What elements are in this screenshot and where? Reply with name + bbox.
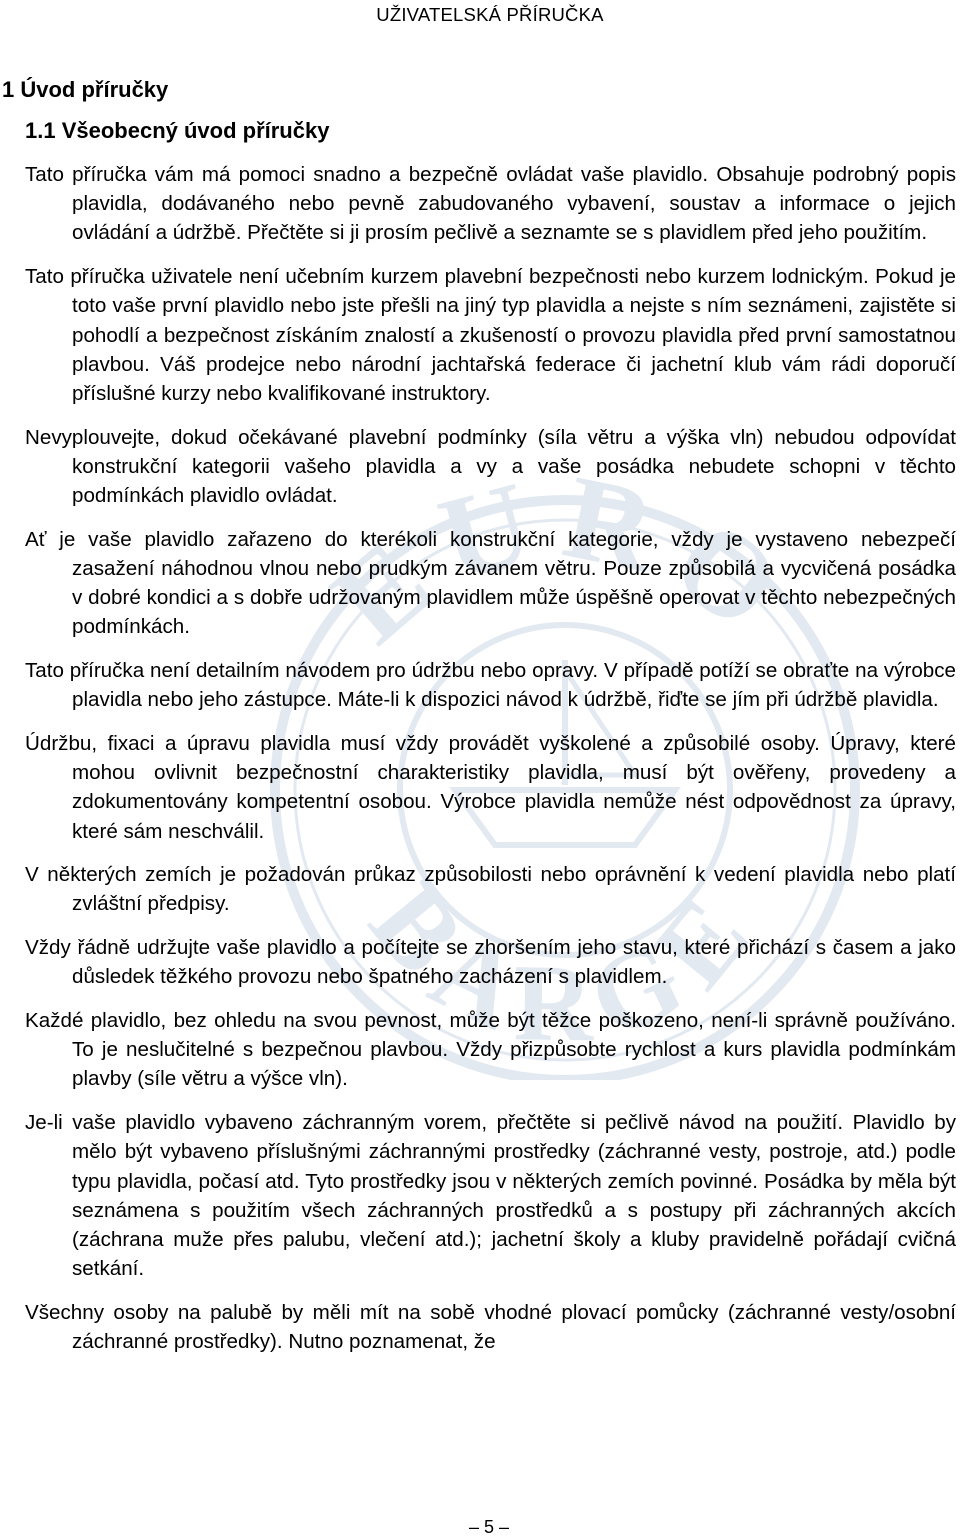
paragraph: Nevyplouvejte, dokud očekávané plavební podmínky (síla větru a výška vln) nebudou odpovídat konstrukční kategorii vašeho plavidla a vy a vaše posádka nebudete schopni v těchto podmínkách plavidlo ovládat. <box>25 425 956 508</box>
paragraph: Je-li vaše plavidlo vybaveno záchranným vorem, přečtěte si pečlivě návod na použití. Plavidlo by mělo být vybaveno příslušnými záchrannými prostředky (záchranné vesty, postroje, atd.) podle typu plavidla, počasí atd. Tyto prostředky jsou v některých zemích povinné. Posádka by měla být seznámena s použitím všech záchranných prostředků a s postupy při záchranných akcích (záchrana muže přes palubu, vlečení atd.); jachetní školy a kluby pravidelně pořádají cvičná setkání. <box>25 1111 956 1281</box>
paragraph: Každé plavidlo, bez ohledu na svou pevnost, může být těžce poškozeno, není-li správně používáno. To je neslučitelné s bezpečnou plavbou. Vždy přizpůsobte rychlost a kurs plavidla podmínkám plavby (síle větru a výšce vln). <box>25 1009 956 1091</box>
paragraph: V některých zemích je požadován průkaz způsobilosti nebo oprávnění k vedení plavidla nebo platí zvláštní předpisy. <box>25 863 956 916</box>
svg-text:BARGE: BARGE <box>347 861 783 1065</box>
paragraph: Všechny osoby na palubě by měli mít na sobě vhodné plovací pomůcky (záchranné vesty/osobní záchranné prostředky). Nutno poznamenat, že <box>25 1300 956 1354</box>
section-heading: 1 Úvod příručky <box>2 77 169 102</box>
svg-text:EURO: EURO <box>307 460 822 668</box>
paragraph: Tato příručka vám má pomoci snadno a bezpečně ovládat vaše plavidlo. Obsahuje podrobný popis plavidla, dodávaného nebo pevně zabudovaného vybavení, soustav a informace o jejich ovládání a údržbě. Přečtěte si ji prosím pečlivě a seznamte se s plavidlem před jeho použitím. <box>25 163 956 245</box>
subsection-heading: 1.1 Všeobecný úvod příručky <box>25 118 330 143</box>
page-number: – 5 – <box>468 1517 510 1537</box>
paragraph: Vždy řádně udržujte vaše plavidlo a počítejte se zhoršením jeho stavu, které přichází s časem a jako důsledek těžkého provozu nebo špatného zacházení s plavidlem. <box>25 936 956 989</box>
body-text <box>25 160 956 1371</box>
paragraph: Údržbu, fixaci a úpravu plavidla musí vždy provádět vyškolené a způsobilé osoby. Úpravy, které mohou ovlivnit bezpečnostní charakteristiky plavidla, musí být ověřeny, provedeny a zdokumentovány kompetentní osobou. Výrobce plavidla nemůže nést odpovědnost za úpravy, které sám neschválil. <box>25 731 956 843</box>
paragraph: Tato příručka není detailním návodem pro údržbu nebo opravy. V případě potíží se obraťte na výrobce plavidla nebo jeho zástupce. Máte-li k dispozici návod k údržbě, řiďte se jím při údržbě plavidla. <box>25 659 956 712</box>
paragraph: Tato příručka uživatele není učebním kurzem plavební bezpečnosti nebo kurzem lodnickým. Pokud je toto vaše první plavidlo nebo jste přešli na jiný typ plavidla a nejste s ním seznámeni, zajistěte si pohodlí a bezpečnost získáním znalostí a zkušeností o provozu plavidla před první samostatnou plavbou. Váš prodejce nebo národní jachtařská federace či jachetní klub vám rádi doporučí příslušné kurzy nebo kvalifikované instruktory. <box>25 265 956 405</box>
running-header: UŽIVATELSKÁ PŘÍRUČKA <box>376 4 604 25</box>
paragraph: Ať je vaše plavidlo zařazeno do kterékoli konstrukční kategorie, vždy je vystaveno nebezpečí zasažení náhodnou vlnou nebo prudkým závanem větru. Pouze způsobilá a vycvičená posádka v dobré kondici a s dobře udržovaným plavidlem může úspěšně operovat v těchto nebezpečných podmínkách. <box>25 527 956 639</box>
